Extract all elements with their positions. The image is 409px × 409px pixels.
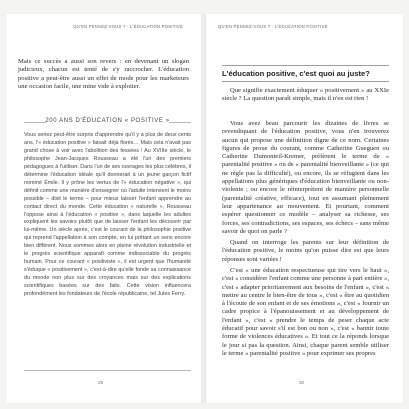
box-bottom-rule bbox=[24, 370, 191, 371]
running-head: QU'EN PENSEZ-VOUS ? · L'ÉDUCATION POSITIVE bbox=[218, 24, 328, 29]
left-page bbox=[6, 14, 201, 403]
box-title: 200 ANS D'ÉDUCATION « POSITIVE » bbox=[45, 118, 170, 124]
paragraph-2: Vous avez beau parcourir les dizaines de livres se revendiquant de l'éducation positive, vous n'en trouverez aucun qui propose une définition digne de ce nom. Certaines figures de proue du courant, comme Catherine Gueguen ou Catherine Dumonteil-Kremer, préfèrent le terme de « parentalité positive » ou de « parentalité bienveillante » (ce qui ne règle pas la difficulté), ou encore, ils se réfugient dans les appellations plus génériques d'éducation bienveillante ou non-violente ; ou encore le réinterprètent de manière personnelle (parentalité créative, efficace), tout en assumant pleinement leur appartenance au mouvement. Et pourtant, comment espérer questionner ce modèle – analyser sa richesse, ses forces, ses contradictions, ses espaces, ses échecs – sans même savoir de quoi on parle ? bbox=[222, 120, 389, 235]
page-number: 30 bbox=[299, 380, 305, 385]
running-head: QU'EN PENSEZ-VOUS ? · L'ÉDUCATION POSITIVE bbox=[73, 24, 183, 29]
paragraph-1: Que signifie exactement éduquer « positivement » au XXIe siècle ? La question paraît simple, mais il n'en est rien ! bbox=[222, 87, 389, 103]
box-title-rule-right bbox=[169, 122, 191, 123]
paragraph-3: Quand on interroge les parents sur leur définition de l'éducation positive, le moins qu'on puisse dire est que leurs réponses sont variées ! bbox=[222, 239, 389, 263]
page-number: 29 bbox=[98, 380, 104, 385]
box-text: Vous seriez peut-être surpris d'apprendre qu'il y a plus de deux cents ans, l'« éducation positive » faisait déjà florès… Mais cela n'avait pas grand chose à voir avec l'abolition des fessées ! Au XVIIIe siècle, le philosophe Jean-Jacques Rousseau a été l'un des premiers pédagogues à l'utiliser. Dans l'un de ses ouvrages les plus célèbres, il détermine l'éducation idéale qu'il donnerait à un jeune garçon fictif nommé Émile. Il y prône les vertus de l'« éducation négative », qui définit comme une manière d'enseigner où l'adulte intervient le moins possible – dixit le terme – pour mieux laisser l'enfant apprendre au contact direct du monde. Cette éducation « naturelle », Rousseau l'oppose ainsi à l'éducation « positive », dans laquelle les adultes expliquent les savoirs plutôt que de laisser l'enfant les découvrir par lui-même. Un siècle après, c'est le courant de la philosophie positive qui reprend l'appellation à son compte, en lui prêtant un sens encore bien différent. Nous sommes alors en pleine révolution industrielle et le progrès scientifique apparaît comme indissociable du progrès humain. Pour ce courant « positiviste », il est urgent que l'humanité s'éduque « positivement », c'est-à-dire qu'elle fonde sa connaissance du monde non plus sur des croyances mais sur des explications scientifiques basées sur des faits. Cette vision influencera profondément les fondateurs de l'école républicaine, tel Jules Ferry. bbox=[24, 132, 191, 298]
chapter-title: L'éducation positive, c'est quoi au juste? bbox=[222, 69, 370, 78]
chapter-top-rule bbox=[222, 65, 389, 66]
right-page bbox=[206, 14, 403, 403]
paragraph-4: C'est « une éducation respectueuse qui tire vers le haut », c'est « considérer l'enfant comme une personne à part entière », c'est « adapter prioritairement aux besoins de l'enfant », c'est « mettre au centre le bien-être de tous », c'est « être au quotidien à l'écoute de son enfant et de ses émotions », c'est « fournir un cadre propice à l'épanouissement et au développement de l'enfant », c'est « prendre le temps de peser chaque acte éducatif pour savoir s'il est bon ou non », c'est « bannir toute forme de violences éducatives ». Et tout ce la réponds lorsque le jour si pas la question. Ainsi, chaque parent semble utiliser le terme « parentalité positive » pour exprimer ses propres bbox=[222, 267, 389, 357]
chapter-bottom-rule bbox=[222, 81, 389, 82]
intro-paragraph: Mais ce succès a aussi son revers : en devenant un slogan judicieux, chacun est tenté de s'y raccrocher. L'éducation positive a peut-être aussi un effet de mode pour les marketeurs une occasion facile, une mine vide à exploiter. bbox=[18, 58, 189, 90]
